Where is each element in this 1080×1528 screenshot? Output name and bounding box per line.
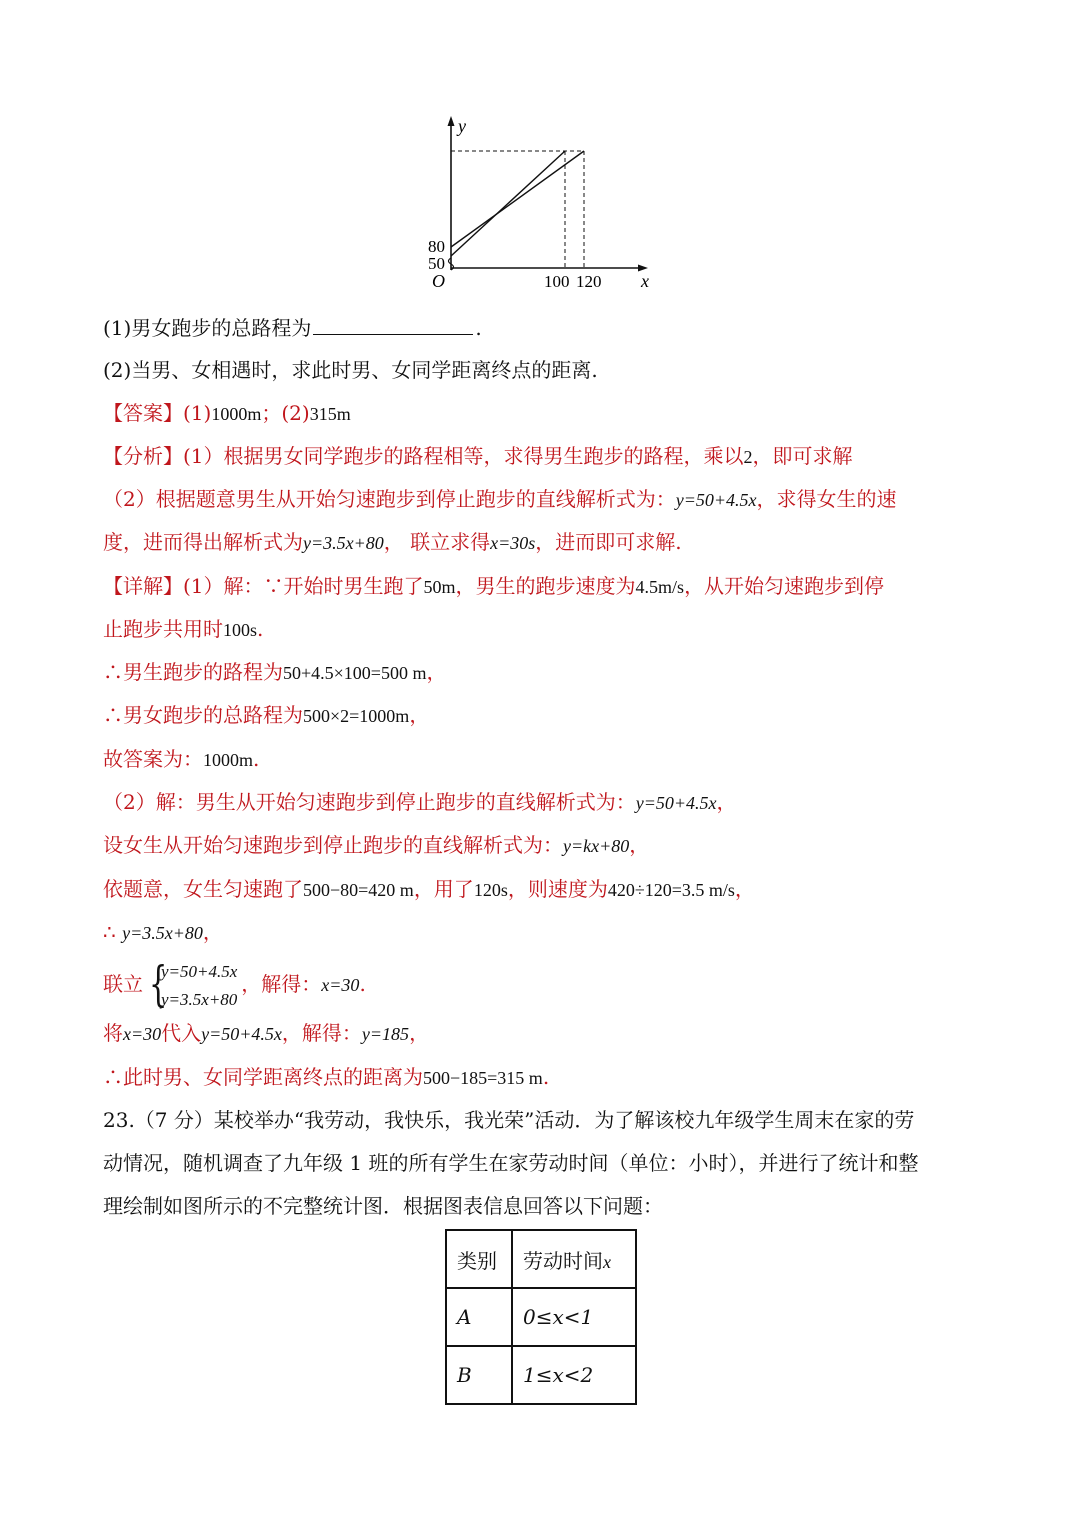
- girl-line: [451, 151, 584, 247]
- distance-time-graph: [410, 112, 670, 297]
- detail-line-8: 依题意，女生匀速跑了500−80=420 m，用了120s，则速度为420÷120=3.5 m/s，: [103, 877, 755, 901]
- detail-line-3: ∴男生跑步的路程为50+4.5×100=500 m，: [103, 660, 447, 684]
- analysis-line-3: 度，进而得出解析式为y=3.5x+80， 联立求得x=30s，进而即可求解.: [103, 530, 682, 554]
- question-2: (2)当男、女相遇时，求此时男、女同学距离终点的距离.: [103, 358, 598, 382]
- row-category: B: [446, 1346, 512, 1404]
- detail-line-12: ∴此时男、女同学距离终点的距离为500−185=315 m.: [103, 1065, 550, 1089]
- detail-line-4: ∴男女跑步的总路程为500×2=1000m，: [103, 703, 430, 727]
- answer-blank: [313, 312, 473, 335]
- detail-line-2: 止跑步共用时100s.: [103, 617, 264, 641]
- y-tick-50: 50: [428, 254, 445, 273]
- question-23-line-3: 理绘制如图所示的不完整统计图．根据图表信息回答以下问题：: [103, 1194, 663, 1218]
- detail-line-9: ∴ y=3.5x+80，: [103, 920, 223, 944]
- equation-system: { y=50+4.5x y=3.5x+80: [149, 955, 238, 1012]
- table-header-row: [446, 1230, 636, 1288]
- x-tick-120: 120: [576, 272, 602, 291]
- detail-line-5: 故答案为：1000m.: [103, 747, 260, 771]
- analysis-line-1: 【分析】(1）根据男女同学跑步的路程相等，求得男生跑步的路程，乘以2，即可求解: [103, 444, 853, 468]
- detail-line-11: 将x=30代入y=50+4.5x，解得：y=185，: [103, 1021, 430, 1045]
- y-axis-label: y: [458, 116, 466, 136]
- y-tick-80: 80: [428, 237, 445, 256]
- boy-line: [451, 151, 565, 256]
- detail-line-6: （2）解：男生从开始匀速跑步到停止跑步的直线解析式为：y=50+4.5x，: [103, 790, 737, 814]
- analysis-line-2: （2）根据题意男生从开始匀速跑步到停止跑步的直线解析式为：y=50+4.5x，求得女生的速: [103, 487, 897, 511]
- detail-line-1: 【详解】(1）解：∵开始时男生跑了50m，男生的跑步速度为4.5m/s，从开始匀速跑步到停: [103, 574, 885, 598]
- row-category: A: [446, 1288, 512, 1346]
- row-range: 0≤x<1: [512, 1288, 636, 1346]
- table-row: [446, 1288, 636, 1346]
- x-tick-100: 100: [544, 272, 570, 291]
- labor-time-table: [445, 1229, 637, 1405]
- header-category: 类别: [446, 1230, 512, 1288]
- question-23-line-2: 动情况，随机调查了九年级 1 班的所有学生在家劳动时间（单位：小时），并进行了统计和整: [103, 1151, 919, 1175]
- table-row: [446, 1346, 636, 1404]
- origin-label: O: [432, 271, 445, 291]
- header-time: 劳动时间x: [512, 1230, 636, 1288]
- question-23-line-1: 23.（7 分）某校举办“我劳动，我快乐，我光荣”活动．为了解该校九年级学生周末在家的劳: [103, 1108, 915, 1132]
- row-range: 1≤x<2: [512, 1346, 636, 1404]
- answer-line: 【答案】(1)1000m；(2)315m: [103, 401, 351, 425]
- detail-line-7: 设女生从开始匀速跑步到停止跑步的直线解析式为：y=kx+80，: [103, 833, 650, 857]
- detail-line-10: 联立 { y=50+4.5x y=3.5x+80 ，解得：x=30.: [103, 955, 366, 1012]
- question-1: (1)男女跑步的总路程为 .: [103, 312, 482, 343]
- x-axis-label: x: [641, 271, 649, 291]
- y-axis-arrow: [448, 116, 455, 126]
